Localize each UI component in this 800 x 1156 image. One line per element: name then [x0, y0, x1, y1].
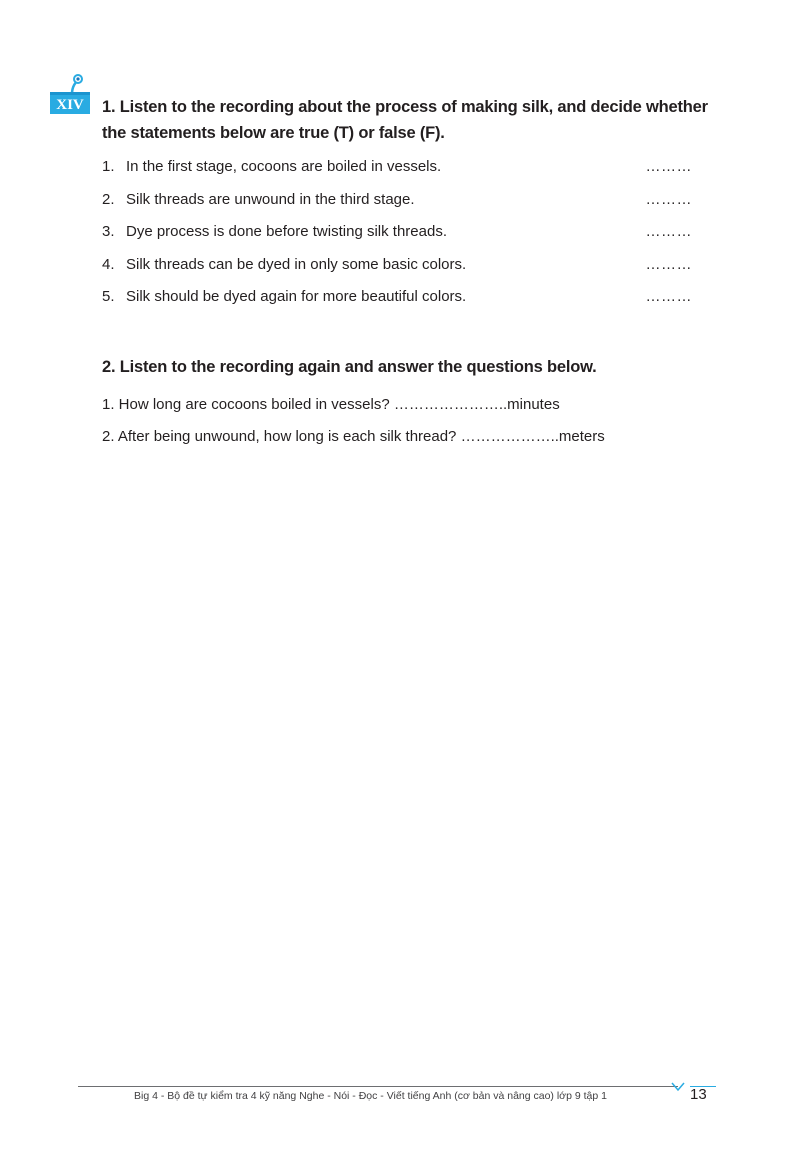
answer-blank[interactable]: ……… [645, 158, 692, 175]
statement-number: 4. [102, 255, 115, 273]
statement-row [102, 223, 692, 256]
footer-text: Big 4 - Bộ đề tự kiểm tra 4 kỹ năng Nghe - Nói - Đọc - Viết tiếng Anh (cơ bản và nâng cao) lớp 9 tập 1 [134, 1090, 607, 1102]
question-list [102, 396, 605, 460]
statement-text: Silk threads can be dyed in only some basic colors. [126, 255, 467, 273]
section-badge-icon [48, 74, 92, 118]
answer-blank[interactable]: ……… [645, 288, 692, 305]
footer-tick-icon [670, 1082, 686, 1092]
statement-text: Silk threads are unwound in the third stage. [126, 190, 415, 208]
statement-text: In the first stage, cocoons are boiled in vessels. [126, 158, 442, 175]
answer-blank[interactable]: ……… [645, 190, 692, 208]
answer-blank[interactable]: ……… [645, 255, 692, 273]
task1-title: 1. Listen to the recording about the process of making silk, and decide whether the statements below are true (T) or false (F). [102, 98, 708, 142]
statement-number: 3. [102, 223, 115, 240]
answer-blank[interactable]: ……… [645, 223, 692, 240]
section-badge [48, 74, 92, 118]
statement-number: 5. [102, 288, 115, 305]
statement-row [102, 158, 692, 191]
statement-text: Dye process is done before twisting silk threads. [126, 223, 447, 240]
statement-list [102, 158, 692, 321]
statement-number: 2. [102, 190, 115, 208]
section-badge-label: XIV [56, 97, 84, 113]
statement-row [102, 256, 692, 289]
statement-row [102, 191, 692, 224]
page-number: 13 [690, 1086, 707, 1103]
task2-title: 2. Listen to the recording again and answer the questions below. [102, 358, 597, 376]
statement-number: 1. [102, 158, 115, 175]
statement-row [102, 288, 692, 321]
statement-text: Silk should be dyed again for more beautiful colors. [126, 288, 467, 305]
question-item: 2. After being unwound, how long is each silk thread? ………………..meters [102, 428, 605, 445]
footer-divider [78, 1086, 678, 1087]
question-item: 1. How long are cocoons boiled in vessels? …………………..minutes [102, 396, 560, 413]
